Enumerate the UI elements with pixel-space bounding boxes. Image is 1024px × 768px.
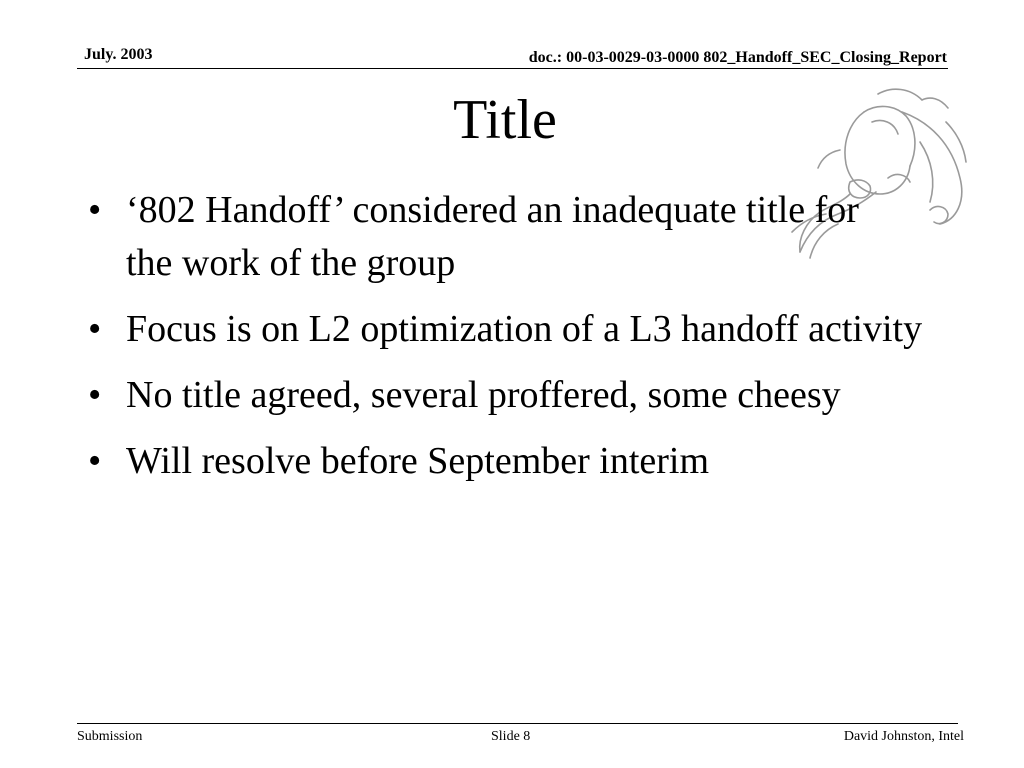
header-date: July. 2003 [84, 46, 153, 63]
footer-slide-number: Slide 8 [491, 729, 531, 744]
bullet-symbol: • [88, 374, 102, 416]
bullet-item [88, 303, 948, 356]
bullet-text: No title agreed, several proffered, some cheesy [126, 374, 841, 416]
bullet-text: Focus is on L2 optimization of a L3 handoff activity [126, 308, 923, 350]
bullet-item [88, 184, 948, 290]
bullet-list [88, 184, 948, 501]
bullet-symbol: • [88, 440, 102, 482]
footer-submission: Submission [77, 729, 143, 744]
bullet-item [88, 369, 948, 422]
bullet-item [88, 435, 948, 488]
slide-title: Title [453, 89, 557, 151]
bullet-symbol: • [88, 189, 102, 231]
bullet-text: Will resolve before September interim [126, 440, 710, 482]
header-doc-id: doc.: 00-03-0029-03-0000 802_Handoff_SEC_Closing_Report [528, 49, 947, 66]
footer-author: David Johnston, Intel [843, 729, 964, 744]
bullet-text: ‘802 Handoff’ considered an inadequate title for the work of the group [126, 189, 859, 284]
bullet-symbol: • [88, 308, 102, 350]
footer-rule [77, 723, 958, 724]
header-rule [77, 68, 948, 69]
